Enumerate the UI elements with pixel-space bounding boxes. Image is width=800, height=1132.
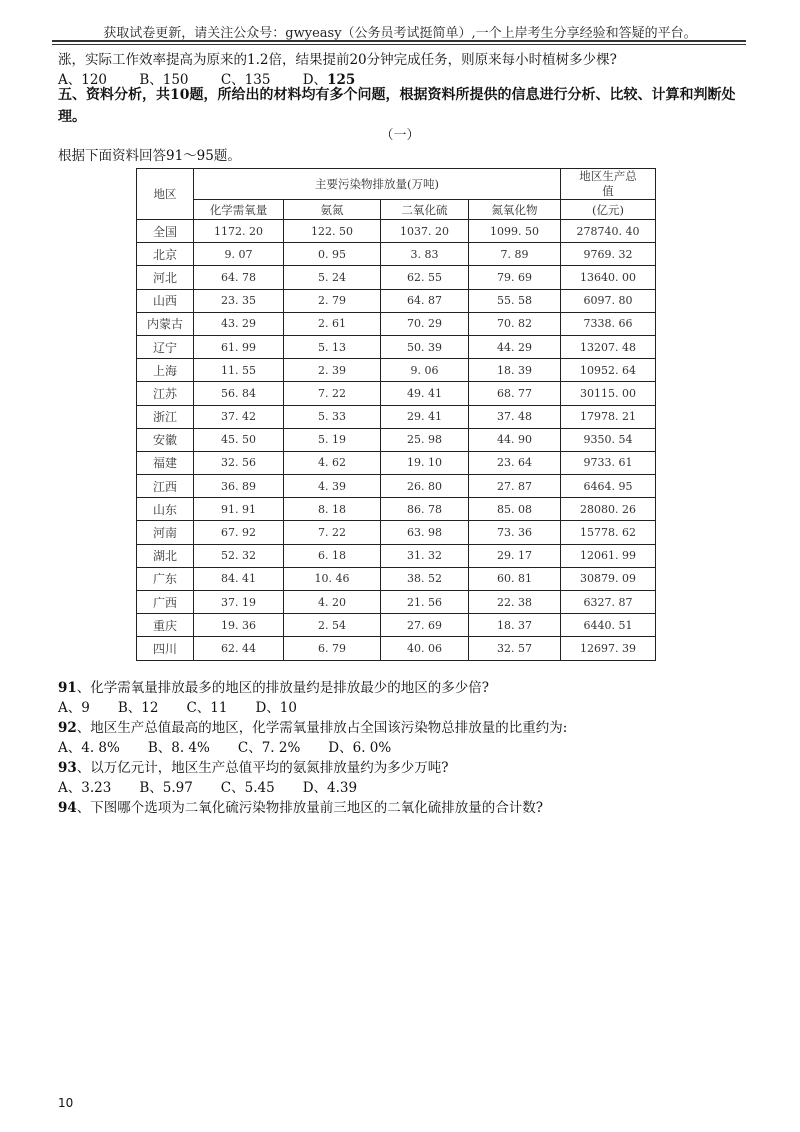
- region-cell: 上海: [137, 359, 194, 382]
- nh-cell: 2. 39: [284, 359, 381, 382]
- region-cell: 福建: [137, 451, 194, 474]
- option-a: A、4. 8%: [58, 740, 120, 756]
- pollution-table: [136, 168, 656, 661]
- so2-cell: 25. 98: [381, 428, 469, 451]
- cod-cell: 43. 29: [194, 312, 284, 335]
- cod-cell: 37. 19: [194, 591, 284, 614]
- so2-cell: 1037. 20: [381, 220, 469, 243]
- nh-cell: 4. 20: [284, 591, 381, 614]
- gdp-cell: 30879. 09: [561, 567, 656, 590]
- nh-cell: 4. 39: [284, 475, 381, 498]
- table-row: [137, 243, 656, 266]
- option-b: B、12: [117, 700, 159, 716]
- option-d: D、10: [255, 700, 297, 716]
- table-row: [137, 567, 656, 590]
- cod-cell: 52. 32: [194, 544, 284, 567]
- so2-cell: 63. 98: [381, 521, 469, 544]
- question-94: 94、下图哪个选项为二氧化硫污染物排放量前三地区的二氧化硫排放量的合计数?: [58, 800, 544, 816]
- region-cell: 河北: [137, 266, 194, 289]
- prev-question-text: 涨，实际工作效率提高为原来的1.2倍，结果提前20分钟完成任务，则原来每小时植树多少棵?: [58, 52, 617, 68]
- question-92: 92、地区生产总值最高的地区，化学需氧量排放占全国该污染物总排放量的比重约为:: [58, 720, 568, 736]
- cod-cell: 64. 78: [194, 266, 284, 289]
- nox-cell: 27. 87: [469, 475, 561, 498]
- cod-cell: 84. 41: [194, 567, 284, 590]
- so2-cell: 40. 06: [381, 637, 469, 660]
- nox-cell: 79. 69: [469, 266, 561, 289]
- cod-cell: 19. 36: [194, 614, 284, 637]
- cod-cell: 61. 99: [194, 335, 284, 358]
- region-header: 地区: [137, 169, 194, 220]
- gdp-cell: 13207. 48: [561, 335, 656, 358]
- nh-cell: 2. 61: [284, 312, 381, 335]
- table-row: [137, 289, 656, 312]
- page-number: 10: [58, 1096, 74, 1110]
- gdp-cell: 10952. 64: [561, 359, 656, 382]
- option-b: B、5.97: [139, 780, 193, 796]
- region-cell: 内蒙古: [137, 312, 194, 335]
- so2-cell: 86. 78: [381, 498, 469, 521]
- nox-cell: 23. 64: [469, 451, 561, 474]
- nh-cell: 5. 13: [284, 335, 381, 358]
- option-a: A、9: [58, 700, 90, 716]
- table-row: [137, 521, 656, 544]
- table-row: [137, 359, 656, 382]
- question-93-options: [58, 776, 357, 796]
- region-cell: 广西: [137, 591, 194, 614]
- section-heading: 五、资料分析，共10题，所给出的材料均有多个问题，根据资料所提供的信息进行分析、比较、计算和判断处理。: [58, 87, 736, 125]
- nox-cell: 1099. 50: [469, 220, 561, 243]
- cod-cell: 91. 91: [194, 498, 284, 521]
- region-cell: 山西: [137, 289, 194, 312]
- so2-cell: 29. 41: [381, 405, 469, 428]
- nh-cell: 5. 24: [284, 266, 381, 289]
- nox-cell: 85. 08: [469, 498, 561, 521]
- nox-cell: 70. 82: [469, 312, 561, 335]
- table-row: [137, 312, 656, 335]
- nh-cell: 5. 33: [284, 405, 381, 428]
- gdp-cell: 6097. 80: [561, 289, 656, 312]
- option-c: C、7. 2%: [237, 740, 301, 756]
- table-row: [137, 591, 656, 614]
- so2-cell: 50. 39: [381, 335, 469, 358]
- gdp-cell: 9733. 61: [561, 451, 656, 474]
- header-divider-thin: [52, 44, 746, 45]
- nox-cell: 73. 36: [469, 521, 561, 544]
- gdp-cell: 7338. 66: [561, 312, 656, 335]
- option-c: C、5.45: [220, 780, 275, 796]
- nh-cell: 10. 46: [284, 567, 381, 590]
- cod-cell: 9. 07: [194, 243, 284, 266]
- so2-cell: 70. 29: [381, 312, 469, 335]
- cod-cell: 23. 35: [194, 289, 284, 312]
- gdp-cell: 15778. 62: [561, 521, 656, 544]
- gdp-cell: 6327. 87: [561, 591, 656, 614]
- cod-cell: 36. 89: [194, 475, 284, 498]
- nh-cell: 6. 79: [284, 637, 381, 660]
- cod-cell: 45. 50: [194, 428, 284, 451]
- nox-cell: 18. 39: [469, 359, 561, 382]
- section-intro: 根据下面资料回答91～95题。: [58, 148, 241, 164]
- table-row: [137, 544, 656, 567]
- nox-cell: 55. 58: [469, 289, 561, 312]
- so2-cell: 26. 80: [381, 475, 469, 498]
- gdp-cell: 17978. 21: [561, 405, 656, 428]
- gdp-cell: 28080. 26: [561, 498, 656, 521]
- region-cell: 北京: [137, 243, 194, 266]
- nox-cell: 29. 17: [469, 544, 561, 567]
- table-row: [137, 335, 656, 358]
- region-cell: 河南: [137, 521, 194, 544]
- nh-header: 氨氮: [284, 200, 381, 220]
- region-cell: 湖北: [137, 544, 194, 567]
- region-cell: 广东: [137, 567, 194, 590]
- region-cell: 全国: [137, 220, 194, 243]
- nox-cell: 60. 81: [469, 567, 561, 590]
- section-part: （一）: [380, 128, 420, 143]
- nox-cell: 37. 48: [469, 405, 561, 428]
- option-c: C、135: [220, 72, 271, 88]
- gdp-cell: 6440. 51: [561, 614, 656, 637]
- gdp-cell: 12061. 99: [561, 544, 656, 567]
- nox-cell: 22. 38: [469, 591, 561, 614]
- region-cell: 四川: [137, 637, 194, 660]
- nh-cell: 2. 54: [284, 614, 381, 637]
- cod-cell: 32. 56: [194, 451, 284, 474]
- nox-cell: 18. 37: [469, 614, 561, 637]
- table-row: [137, 382, 656, 405]
- nh-cell: 5. 19: [284, 428, 381, 451]
- table-row: [137, 637, 656, 660]
- region-cell: 江苏: [137, 382, 194, 405]
- nh-cell: 7. 22: [284, 382, 381, 405]
- option-d: D、6. 0%: [328, 740, 392, 756]
- gdp-cell: 9350. 54: [561, 428, 656, 451]
- nh-cell: 6. 18: [284, 544, 381, 567]
- pollutant-group-header: 主要污染物排放量(万吨): [194, 169, 561, 200]
- cod-cell: 56. 84: [194, 382, 284, 405]
- so2-cell: 9. 06: [381, 359, 469, 382]
- table-row: [137, 220, 656, 243]
- region-cell: 辽宁: [137, 335, 194, 358]
- gdp-cell: 30115. 00: [561, 382, 656, 405]
- cod-cell: 1172. 20: [194, 220, 284, 243]
- option-d-answer: 125: [327, 72, 356, 88]
- option-c: C、11: [186, 700, 228, 716]
- cod-cell: 37. 42: [194, 405, 284, 428]
- page-header: 获取试卷更新，请关注公众号：gwyeasy（公务员考试挺简单）,一个上岸考生分享经验和答疑的平台。: [103, 26, 697, 41]
- question-91-options: [58, 696, 297, 716]
- table-body: [137, 220, 656, 661]
- nh-cell: 2. 79: [284, 289, 381, 312]
- table-row: [137, 428, 656, 451]
- cod-cell: 67. 92: [194, 521, 284, 544]
- so2-header: 二氧化硫: [381, 200, 469, 220]
- header-divider: [52, 40, 746, 42]
- gdp-cell: 9769. 32: [561, 243, 656, 266]
- question-91: 91、化学需氧量排放最多的地区的排放量约是排放最少的地区的多少倍?: [58, 680, 490, 696]
- nh-cell: 0. 95: [284, 243, 381, 266]
- option-a: A、3.23: [58, 780, 112, 796]
- region-cell: 安徽: [137, 428, 194, 451]
- question-92-options: [58, 736, 391, 756]
- cod-header: 化学需氧量: [194, 200, 284, 220]
- cod-cell: 11. 55: [194, 359, 284, 382]
- cod-cell: 62. 44: [194, 637, 284, 660]
- option-b: B、8. 4%: [147, 740, 210, 756]
- so2-cell: 64. 87: [381, 289, 469, 312]
- option-b: B、150: [139, 72, 189, 88]
- nh-cell: 122. 50: [284, 220, 381, 243]
- nox-cell: 7. 89: [469, 243, 561, 266]
- nh-cell: 8. 18: [284, 498, 381, 521]
- region-cell: 江西: [137, 475, 194, 498]
- nox-header: 氮氧化物: [469, 200, 561, 220]
- gdp-header: 地区生产总 值: [561, 169, 656, 200]
- so2-cell: 21. 56: [381, 591, 469, 614]
- region-cell: 重庆: [137, 614, 194, 637]
- nox-cell: 68. 77: [469, 382, 561, 405]
- question-93: 93、以万亿元计，地区生产总值平均的氨氮排放量约为多少万吨?: [58, 760, 449, 776]
- so2-cell: 31. 32: [381, 544, 469, 567]
- gdp-cell: 13640. 00: [561, 266, 656, 289]
- table-row: [137, 475, 656, 498]
- option-d: D、125: [302, 72, 356, 88]
- nox-cell: 44. 90: [469, 428, 561, 451]
- nh-cell: 4. 62: [284, 451, 381, 474]
- so2-cell: 62. 55: [381, 266, 469, 289]
- table-row: [137, 498, 656, 521]
- nox-cell: 32. 57: [469, 637, 561, 660]
- nox-cell: 44. 29: [469, 335, 561, 358]
- so2-cell: 27. 69: [381, 614, 469, 637]
- table-row: [137, 614, 656, 637]
- gdp-cell: 6464. 95: [561, 475, 656, 498]
- so2-cell: 49. 41: [381, 382, 469, 405]
- gdp-cell: 12697. 39: [561, 637, 656, 660]
- option-d: D、4.39: [302, 780, 358, 796]
- region-cell: 浙江: [137, 405, 194, 428]
- so2-cell: 38. 52: [381, 567, 469, 590]
- gdp-unit-header: (亿元): [561, 200, 656, 220]
- nh-cell: 7. 22: [284, 521, 381, 544]
- gdp-cell: 278740. 40: [561, 220, 656, 243]
- table-row: [137, 266, 656, 289]
- so2-cell: 3. 83: [381, 243, 469, 266]
- so2-cell: 19. 10: [381, 451, 469, 474]
- region-cell: 山东: [137, 498, 194, 521]
- option-a: A、120: [58, 72, 108, 88]
- table-row: [137, 451, 656, 474]
- table-row: [137, 405, 656, 428]
